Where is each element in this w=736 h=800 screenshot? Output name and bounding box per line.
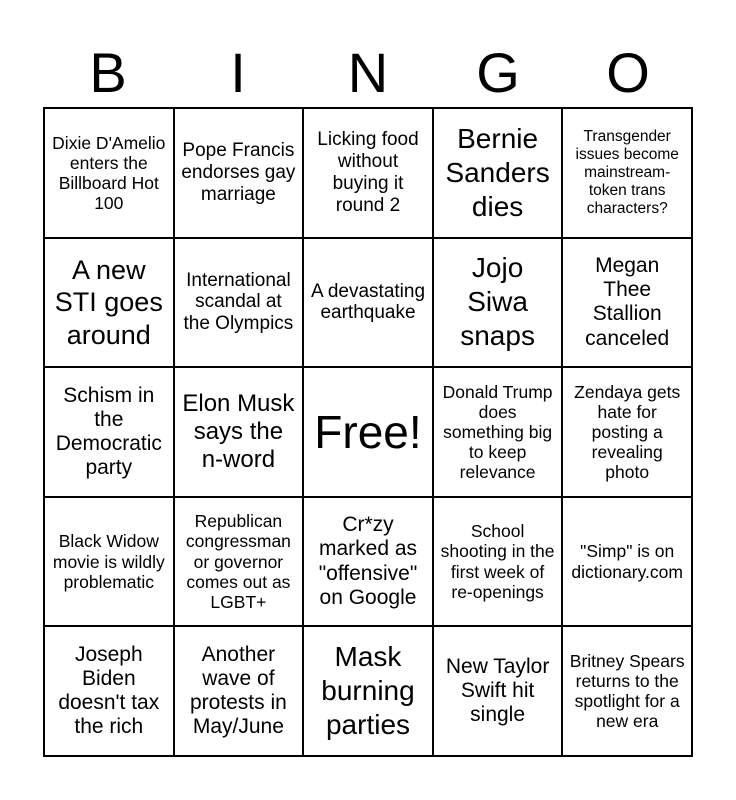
bingo-cell-r1c1[interactable]: Dixie D'Amelio enters the Billboard Hot 100 — [44, 108, 174, 238]
header-letter-g: G — [476, 41, 520, 104]
bingo-cell-r5c5[interactable]: Britney Spears returns to the spotlight for a new era — [562, 626, 692, 756]
bingo-cell-r3c4[interactable]: Donald Trump does something big to keep relevance — [433, 367, 563, 497]
bingo-grid — [43, 107, 693, 757]
bingo-cell-r5c1[interactable]: Joseph Biden doesn't tax the rich — [44, 626, 174, 756]
bingo-cell-r2c3[interactable]: A devastating earthquake — [303, 238, 433, 368]
bingo-cell-r2c4[interactable]: Jojo Siwa snaps — [433, 238, 563, 368]
bingo-cell-r4c1[interactable]: Black Widow movie is wildly problematic — [44, 497, 174, 627]
bingo-cell-r1c4[interactable]: Bernie Sanders dies — [433, 108, 563, 238]
bingo-cell-r5c2[interactable]: Another wave of protests in May/June — [174, 626, 304, 756]
header-letter-i: I — [230, 41, 246, 104]
bingo-cell-r4c3[interactable]: Cr*zy marked as "offensive" on Google — [303, 497, 433, 627]
header-letter-o: O — [606, 41, 650, 104]
bingo-cell-r4c2[interactable]: Republican congressman or governor comes out as LGBT+ — [174, 497, 304, 627]
bingo-cell-r3c2[interactable]: Elon Musk says the n-word — [174, 367, 304, 497]
bingo-cell-r1c3[interactable]: Licking food without buying it round 2 — [303, 108, 433, 238]
bingo-cell-r2c2[interactable]: International scandal at the Olympics — [174, 238, 304, 368]
bingo-cell-r3c1[interactable]: Schism in the Democratic party — [44, 367, 174, 497]
bingo-cell-r1c5[interactable]: Transgender issues become mainstream- token trans characters? — [562, 108, 692, 238]
header-letter-b: B — [89, 41, 127, 104]
bingo-cell-r5c3[interactable]: Mask burning parties — [303, 626, 433, 756]
bingo-header — [43, 40, 693, 106]
bingo-cell-r4c4[interactable]: School shooting in the first week of re-openings — [433, 497, 563, 627]
header-letter-n: N — [347, 41, 389, 104]
bingo-cell-r1c2[interactable]: Pope Francis endorses gay marriage — [174, 108, 304, 238]
bingo-cell-r4c5[interactable]: "Simp" is on dictionary.com — [562, 497, 692, 627]
bingo-cell-r2c5[interactable]: Megan Thee Stallion canceled — [562, 238, 692, 368]
bingo-cell-free[interactable]: Free! — [303, 367, 433, 497]
bingo-cell-r2c1[interactable]: A new STI goes around — [44, 238, 174, 368]
bingo-cell-r3c5[interactable]: Zendaya gets hate for posting a revealing photo — [562, 367, 692, 497]
bingo-cell-r5c4[interactable]: New Taylor Swift hit single — [433, 626, 563, 756]
